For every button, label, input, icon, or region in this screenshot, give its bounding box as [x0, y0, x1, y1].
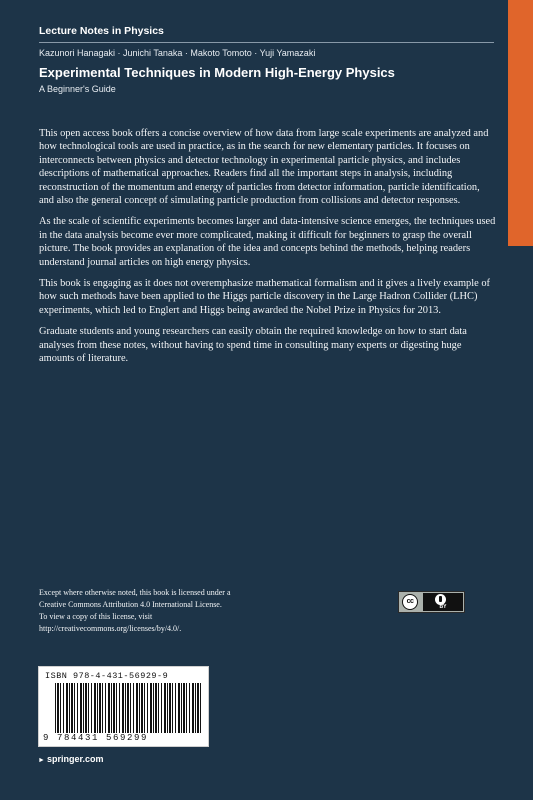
book-title: Experimental Techniques in Modern High-Energy Physics	[39, 65, 395, 80]
license-line: To view a copy of this license, visit	[39, 612, 153, 621]
divider	[39, 42, 494, 43]
publisher-link[interactable]	[38, 754, 103, 764]
by-label: BY	[439, 604, 447, 610]
blurb-paragraph: This open access book offers a concise overview of how data from large scale experiments are analyzed and how technological tools are used in practice, as in the search for new elementary particles. It focuses on interconnects between physics and detector technology in experimental particle physics, and includes descriptions of mathematical approaches. Readers find all the important steps in analysis, including reconstruction of the momentum and energy of particles from detector information, particle identification, and also the general concept of simulating particle production from collisions and detector responses.	[39, 128, 489, 207]
cc-icon: cc	[402, 594, 418, 610]
barcode-digits: 9 784431 569299	[43, 733, 149, 743]
blurb-paragraph: As the scale of scientific experiments becomes larger and data-intensive science emerges, the techniques used in the data analysis become ever more complicated, making it difficult for beginners to grasp the overall picture. The book provides an explanation of the idea and concepts behind the methods, helping readers understand journal articles on high energy physics.	[39, 216, 496, 268]
barcode-icon	[55, 683, 203, 733]
license-url: http://creativecommons.org/licenses/by/4.0/.	[39, 624, 182, 633]
accent-stripe	[508, 0, 533, 246]
license-notice	[39, 587, 339, 635]
blurb	[39, 127, 497, 374]
blurb-paragraph: Graduate students and young researchers can easily obtain the required knowledge on how to start data analyses from these notes, without having to spend time in consulting many experts or digesting huge amounts of literature.	[39, 326, 467, 365]
book-subtitle: A Beginner's Guide	[39, 84, 116, 94]
isbn-label: ISBN 978-4-431-56929-9	[45, 671, 169, 681]
series-name: Lecture Notes in Physics	[39, 25, 164, 37]
blurb-paragraph: This book is engaging as it does not overemphasize mathematical formalism and it gives a lively example of how such methods have been applied to the Higgs particle discovery in the Large Hadron Collider (LHC) experiments, which led to Englert and Higgs being awarded the Nobel Prize in Physics for 2013.	[39, 278, 491, 316]
isbn-barcode	[38, 666, 209, 747]
publisher-url: springer.com	[46, 754, 104, 764]
authors: Kazunori Hanagaki · Junichi Tanaka · Makoto Tomoto · Yuji Yamazaki	[39, 48, 316, 58]
springer-horse-icon: ►	[38, 757, 45, 764]
cc-by-badge	[398, 591, 465, 613]
by-icon-box	[423, 593, 463, 611]
license-line: Except where otherwise noted, this book is licensed under a	[39, 588, 231, 597]
license-line: Creative Commons Attribution 4.0 International License.	[39, 600, 222, 609]
